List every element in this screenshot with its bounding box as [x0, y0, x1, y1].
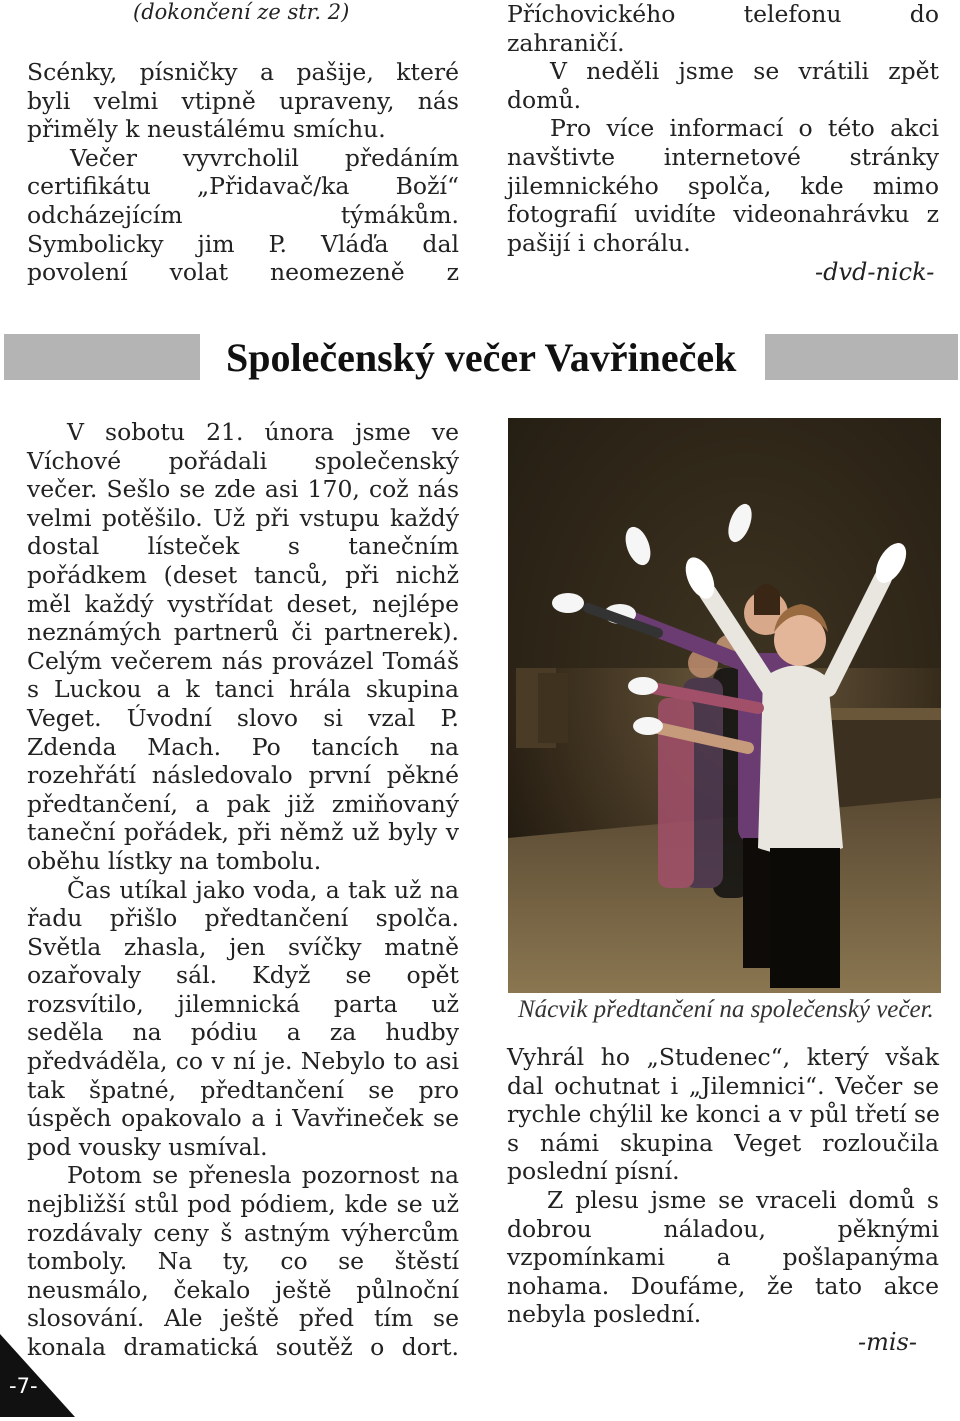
text-line: nejbližší stůl pod pódiem, kde se už — [27, 1190, 459, 1219]
text-line: rozehřátí následovalo první pěkné — [27, 761, 459, 790]
text-line: poslední písní. — [507, 1157, 680, 1186]
dance-photo — [508, 418, 941, 993]
text-line: večer. Sešlo se zde asi 170, což nás — [27, 475, 459, 504]
text-line: Světla zhasla, jen svíčky matně — [27, 932, 459, 961]
headline-bar-left — [4, 334, 200, 380]
text-line: seděla na pódiu a za hudby — [27, 1018, 459, 1047]
text-line: Symbolicky jim P. Vláďa dal — [27, 229, 459, 258]
text-line: tak špatné, předtančení se pro — [27, 1075, 459, 1104]
page-number-corner — [0, 1334, 75, 1417]
headline-bar-right — [765, 334, 958, 380]
text-line: Veget. Úvodní slovo si vzal P. — [27, 703, 459, 732]
text-line: konala dramatická soutěž o dort. — [27, 1333, 459, 1361]
top-column-left — [27, 58, 459, 287]
text-line: odcházejícím týmákům. — [27, 200, 459, 229]
text-line: neusmálo, čekalo ještě půlnoční — [27, 1275, 459, 1304]
top-column-right — [507, 0, 939, 257]
text-line: přiměly k neustálému smíchu. — [27, 115, 386, 144]
text-line: Celým večerem nás provázel Tomáš — [27, 646, 459, 675]
page-number: -7- — [9, 1374, 38, 1398]
article-column-left — [27, 418, 459, 1362]
text-line: V neděli jsme se vrátili zpět — [550, 57, 939, 86]
text-line: velmi potěšilo. Už při vstupu každý — [27, 503, 459, 532]
text-line: pod vousky usmíval. — [27, 1132, 268, 1161]
text-line: slosování. Ale ještě před tím se — [27, 1304, 459, 1333]
text-line: tomboly. Na ty, co se štěstí — [27, 1247, 459, 1276]
text-line: dal ochutnat i „Jilemnici“. Večer se — [507, 1071, 939, 1100]
text-line: Scénky, písničky a pašije, které — [27, 58, 459, 86]
signature-dvd-nick: -dvd-nick- — [815, 258, 935, 286]
text-line: neznámých partnerů či partnerek). — [27, 618, 459, 647]
text-line: vzpomínkami a pošlapanýma — [507, 1243, 939, 1272]
signature-mis: -mis- — [858, 1328, 917, 1356]
continued-note: (dokončení ze str. 2) — [133, 0, 350, 24]
text-line: certifikátu „Přidavač/ka Boží“ — [27, 172, 459, 201]
text-line: zahraničí. — [507, 28, 625, 57]
text-line: povolení volat neomezeně z — [27, 258, 459, 287]
text-line: s Luckou a k tanci hrála skupina — [27, 675, 459, 704]
text-line: rychle chýlil ke konci a v půl třetí se — [507, 1100, 940, 1129]
photo-caption: Nácvik předtančení na společenský večer. — [518, 996, 934, 1023]
text-line: byli velmi vtipně upraveny, nás — [27, 86, 459, 115]
text-line: nohama. Doufáme, že tato akce — [507, 1271, 939, 1300]
text-line: rozsvítilo, jilemnická parta už — [27, 989, 459, 1018]
text-line: úspěch opakovalo a i Vavřineček se — [27, 1104, 459, 1133]
text-line: Vyhrál ho „Studenec“, který však — [507, 1043, 939, 1071]
text-line: navštivte internetové stránky — [507, 142, 939, 171]
text-line: Potom se přenesla pozornost na — [67, 1161, 459, 1190]
text-line: Víchové pořádali společenský — [27, 446, 459, 475]
article-headline: Společenský večer Vavřineček — [226, 335, 737, 380]
text-line: jilemnického spolča, kde mimo — [507, 171, 939, 200]
text-line: fotografií uvidíte videonahrávku z — [507, 200, 939, 229]
text-line: pašijí i chorálu. — [507, 228, 691, 257]
text-line: předtančení, a pak již zmiňovaný — [27, 789, 459, 818]
text-line: nebyla poslední. — [507, 1300, 702, 1329]
text-line: dostal lísteček s tanečním — [27, 532, 459, 561]
text-line: oběhu lístky na tombolu. — [27, 846, 322, 875]
text-line: Pro více informací o této akci — [550, 114, 939, 143]
text-line: Čas utíkal jako voda, a tak už na — [67, 875, 459, 904]
text-line: měl každý vystřídat deset, nejlépe — [27, 589, 459, 618]
text-line: dobrou náladou, pěknými — [507, 1214, 939, 1243]
article-column-right — [507, 1043, 939, 1329]
text-line: rozdávaly ceny š astným výhercům — [27, 1218, 459, 1247]
text-line: Příchovického telefonu do — [507, 0, 939, 28]
text-line: Zdenda Mach. Po tancích na — [27, 732, 459, 761]
text-line: ozařovaly sál. Když se opět — [27, 961, 459, 990]
text-line: předváděla, co v ní je. Nebylo to asi — [27, 1047, 459, 1076]
text-line: taneční pořádek, při němž už byly v — [27, 818, 459, 847]
text-line: Večer vyvrcholil předáním — [70, 143, 459, 172]
text-line: řadu přišlo předtančení spolča. — [27, 904, 459, 933]
text-line: domů. — [507, 85, 582, 114]
text-line: Z plesu jsme se vraceli domů s — [547, 1185, 939, 1214]
text-line: s námi skupina Veget rozloučila — [507, 1128, 939, 1157]
text-line: V sobotu 21. února jsme ve — [67, 418, 459, 446]
text-line: pořádkem (deset tanců, při nichž — [27, 560, 459, 589]
